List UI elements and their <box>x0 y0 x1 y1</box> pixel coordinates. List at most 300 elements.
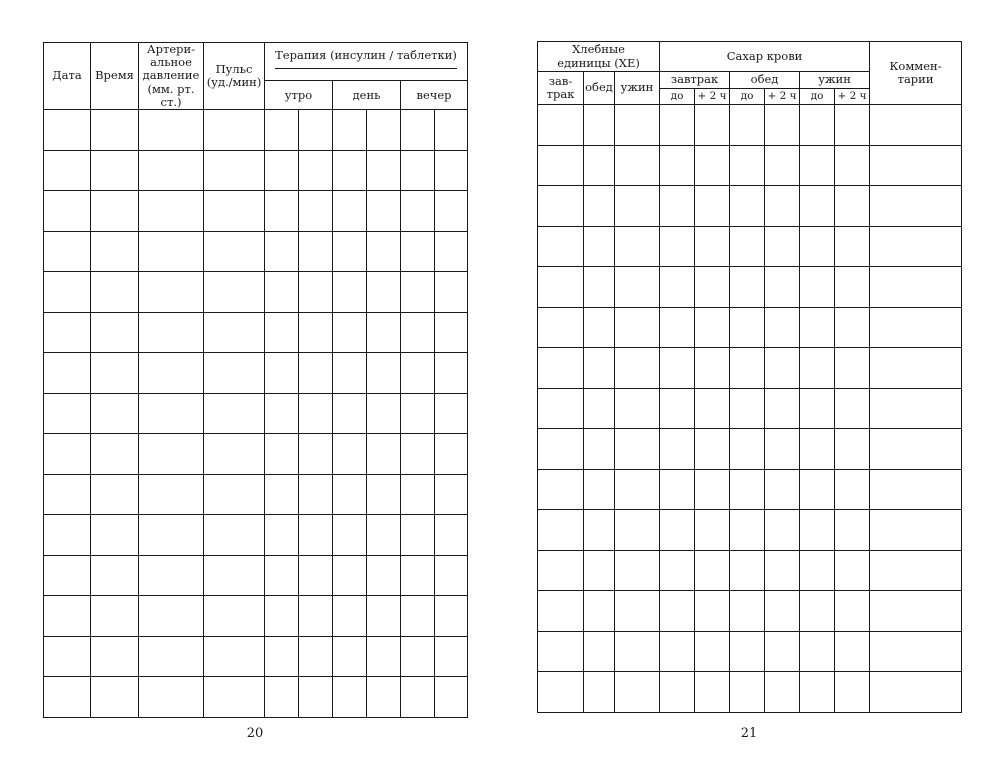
right-entry-cell[interactable] <box>835 348 870 389</box>
left-entry-cell[interactable] <box>44 474 91 515</box>
right-entry-cell[interactable] <box>870 631 962 672</box>
left-entry-cell[interactable] <box>44 677 91 718</box>
left-entry-cell[interactable] <box>139 110 204 151</box>
right-entry-cell[interactable] <box>660 388 695 429</box>
left-entry-cell[interactable] <box>333 312 367 353</box>
left-entry-cell[interactable] <box>401 353 435 394</box>
left-entry-cell[interactable] <box>91 231 139 272</box>
left-entry-cell[interactable] <box>299 555 333 596</box>
left-entry-cell[interactable] <box>299 272 333 313</box>
left-entry-cell[interactable] <box>333 272 367 313</box>
left-entry-cell[interactable] <box>204 353 265 394</box>
left-entry-cell[interactable] <box>435 312 468 353</box>
left-entry-cell[interactable] <box>265 596 299 637</box>
right-entry-cell[interactable] <box>835 267 870 308</box>
left-entry-cell[interactable] <box>333 515 367 556</box>
right-entry-cell[interactable] <box>584 267 615 308</box>
right-entry-cell[interactable] <box>765 550 800 591</box>
left-entry-cell[interactable] <box>299 596 333 637</box>
right-entry-cell[interactable] <box>660 550 695 591</box>
left-entry-cell[interactable] <box>204 515 265 556</box>
left-entry-cell[interactable] <box>204 191 265 232</box>
right-entry-cell[interactable] <box>615 510 660 551</box>
left-entry-cell[interactable] <box>299 150 333 191</box>
left-entry-cell[interactable] <box>44 191 91 232</box>
right-entry-cell[interactable] <box>615 429 660 470</box>
left-entry-cell[interactable] <box>333 636 367 677</box>
left-entry-cell[interactable] <box>265 231 299 272</box>
right-entry-cell[interactable] <box>538 550 584 591</box>
left-entry-cell[interactable] <box>367 474 401 515</box>
right-entry-cell[interactable] <box>800 550 835 591</box>
left-entry-cell[interactable] <box>139 312 204 353</box>
left-entry-cell[interactable] <box>333 191 367 232</box>
right-entry-cell[interactable] <box>584 591 615 632</box>
left-entry-cell[interactable] <box>265 110 299 151</box>
right-entry-cell[interactable] <box>538 672 584 713</box>
left-entry-cell[interactable] <box>299 434 333 475</box>
left-entry-cell[interactable] <box>401 515 435 556</box>
right-entry-cell[interactable] <box>730 348 765 389</box>
right-entry-cell[interactable] <box>835 672 870 713</box>
left-entry-cell[interactable] <box>139 596 204 637</box>
right-entry-cell[interactable] <box>870 550 962 591</box>
right-entry-cell[interactable] <box>730 388 765 429</box>
right-entry-cell[interactable] <box>584 145 615 186</box>
right-entry-cell[interactable] <box>695 591 730 632</box>
left-entry-cell[interactable] <box>435 596 468 637</box>
right-entry-cell[interactable] <box>730 145 765 186</box>
right-entry-cell[interactable] <box>584 672 615 713</box>
left-entry-cell[interactable] <box>204 677 265 718</box>
right-entry-cell[interactable] <box>870 388 962 429</box>
left-entry-cell[interactable] <box>204 555 265 596</box>
right-entry-cell[interactable] <box>835 226 870 267</box>
left-entry-cell[interactable] <box>435 555 468 596</box>
left-entry-cell[interactable] <box>367 636 401 677</box>
left-entry-cell[interactable] <box>265 353 299 394</box>
left-entry-cell[interactable] <box>299 110 333 151</box>
right-entry-cell[interactable] <box>870 267 962 308</box>
left-entry-cell[interactable] <box>401 596 435 637</box>
right-entry-cell[interactable] <box>615 307 660 348</box>
right-entry-cell[interactable] <box>538 267 584 308</box>
left-entry-cell[interactable] <box>299 636 333 677</box>
left-entry-cell[interactable] <box>44 312 91 353</box>
right-entry-cell[interactable] <box>615 591 660 632</box>
right-entry-cell[interactable] <box>695 105 730 146</box>
right-entry-cell[interactable] <box>730 307 765 348</box>
right-entry-cell[interactable] <box>538 631 584 672</box>
right-entry-cell[interactable] <box>695 145 730 186</box>
right-entry-cell[interactable] <box>835 145 870 186</box>
right-entry-cell[interactable] <box>660 348 695 389</box>
left-entry-cell[interactable] <box>91 393 139 434</box>
right-entry-cell[interactable] <box>800 348 835 389</box>
right-entry-cell[interactable] <box>800 510 835 551</box>
right-entry-cell[interactable] <box>730 429 765 470</box>
left-entry-cell[interactable] <box>401 150 435 191</box>
right-entry-cell[interactable] <box>695 307 730 348</box>
left-entry-cell[interactable] <box>367 312 401 353</box>
right-entry-cell[interactable] <box>615 469 660 510</box>
right-entry-cell[interactable] <box>800 672 835 713</box>
right-entry-cell[interactable] <box>765 226 800 267</box>
left-entry-cell[interactable] <box>139 272 204 313</box>
right-entry-cell[interactable] <box>695 226 730 267</box>
left-entry-cell[interactable] <box>401 231 435 272</box>
right-entry-cell[interactable] <box>765 348 800 389</box>
right-entry-cell[interactable] <box>660 186 695 227</box>
right-entry-cell[interactable] <box>538 307 584 348</box>
right-entry-cell[interactable] <box>870 105 962 146</box>
left-entry-cell[interactable] <box>435 353 468 394</box>
left-entry-cell[interactable] <box>204 312 265 353</box>
right-entry-cell[interactable] <box>765 105 800 146</box>
left-entry-cell[interactable] <box>91 434 139 475</box>
right-entry-cell[interactable] <box>660 510 695 551</box>
right-entry-cell[interactable] <box>695 469 730 510</box>
left-entry-cell[interactable] <box>401 272 435 313</box>
left-entry-cell[interactable] <box>435 231 468 272</box>
left-entry-cell[interactable] <box>333 353 367 394</box>
right-entry-cell[interactable] <box>695 186 730 227</box>
left-entry-cell[interactable] <box>44 272 91 313</box>
right-entry-cell[interactable] <box>835 550 870 591</box>
left-entry-cell[interactable] <box>44 596 91 637</box>
right-entry-cell[interactable] <box>800 267 835 308</box>
right-entry-cell[interactable] <box>870 429 962 470</box>
left-entry-cell[interactable] <box>265 191 299 232</box>
left-entry-cell[interactable] <box>435 110 468 151</box>
right-entry-cell[interactable] <box>800 429 835 470</box>
left-entry-cell[interactable] <box>299 312 333 353</box>
left-entry-cell[interactable] <box>435 515 468 556</box>
right-entry-cell[interactable] <box>615 672 660 713</box>
right-entry-cell[interactable] <box>584 429 615 470</box>
left-entry-cell[interactable] <box>367 434 401 475</box>
right-entry-cell[interactable] <box>765 469 800 510</box>
right-entry-cell[interactable] <box>538 388 584 429</box>
right-entry-cell[interactable] <box>660 267 695 308</box>
right-entry-cell[interactable] <box>538 510 584 551</box>
right-entry-cell[interactable] <box>584 510 615 551</box>
left-entry-cell[interactable] <box>44 353 91 394</box>
right-entry-cell[interactable] <box>870 469 962 510</box>
right-entry-cell[interactable] <box>730 267 765 308</box>
left-entry-cell[interactable] <box>299 191 333 232</box>
left-entry-cell[interactable] <box>204 434 265 475</box>
left-entry-cell[interactable] <box>91 150 139 191</box>
left-entry-cell[interactable] <box>91 191 139 232</box>
right-entry-cell[interactable] <box>615 388 660 429</box>
left-entry-cell[interactable] <box>139 231 204 272</box>
left-entry-cell[interactable] <box>333 231 367 272</box>
right-entry-cell[interactable] <box>615 267 660 308</box>
right-entry-cell[interactable] <box>730 469 765 510</box>
right-entry-cell[interactable] <box>800 186 835 227</box>
left-entry-cell[interactable] <box>367 677 401 718</box>
right-entry-cell[interactable] <box>835 591 870 632</box>
left-entry-cell[interactable] <box>44 555 91 596</box>
right-entry-cell[interactable] <box>765 145 800 186</box>
right-entry-cell[interactable] <box>538 226 584 267</box>
left-entry-cell[interactable] <box>333 596 367 637</box>
left-entry-cell[interactable] <box>435 393 468 434</box>
right-entry-cell[interactable] <box>660 105 695 146</box>
left-entry-cell[interactable] <box>367 231 401 272</box>
right-entry-cell[interactable] <box>800 469 835 510</box>
right-entry-cell[interactable] <box>835 631 870 672</box>
left-entry-cell[interactable] <box>265 150 299 191</box>
left-entry-cell[interactable] <box>299 353 333 394</box>
right-entry-cell[interactable] <box>660 429 695 470</box>
right-entry-cell[interactable] <box>870 348 962 389</box>
left-entry-cell[interactable] <box>401 312 435 353</box>
left-entry-cell[interactable] <box>139 555 204 596</box>
right-entry-cell[interactable] <box>765 672 800 713</box>
right-entry-cell[interactable] <box>800 631 835 672</box>
right-entry-cell[interactable] <box>538 591 584 632</box>
left-entry-cell[interactable] <box>265 434 299 475</box>
left-entry-cell[interactable] <box>401 393 435 434</box>
right-entry-cell[interactable] <box>870 226 962 267</box>
left-entry-cell[interactable] <box>435 272 468 313</box>
right-entry-cell[interactable] <box>660 631 695 672</box>
right-entry-cell[interactable] <box>538 348 584 389</box>
left-entry-cell[interactable] <box>435 150 468 191</box>
right-entry-cell[interactable] <box>765 591 800 632</box>
left-entry-cell[interactable] <box>44 636 91 677</box>
right-entry-cell[interactable] <box>730 105 765 146</box>
right-entry-cell[interactable] <box>765 510 800 551</box>
left-entry-cell[interactable] <box>139 353 204 394</box>
left-entry-cell[interactable] <box>44 110 91 151</box>
right-entry-cell[interactable] <box>538 105 584 146</box>
right-entry-cell[interactable] <box>870 186 962 227</box>
right-entry-cell[interactable] <box>765 388 800 429</box>
right-entry-cell[interactable] <box>730 672 765 713</box>
right-entry-cell[interactable] <box>835 105 870 146</box>
left-entry-cell[interactable] <box>265 393 299 434</box>
right-entry-cell[interactable] <box>730 186 765 227</box>
right-entry-cell[interactable] <box>730 510 765 551</box>
left-entry-cell[interactable] <box>299 231 333 272</box>
left-entry-cell[interactable] <box>401 110 435 151</box>
right-entry-cell[interactable] <box>835 510 870 551</box>
left-entry-cell[interactable] <box>204 150 265 191</box>
right-entry-cell[interactable] <box>584 307 615 348</box>
right-entry-cell[interactable] <box>584 388 615 429</box>
left-entry-cell[interactable] <box>333 434 367 475</box>
left-entry-cell[interactable] <box>265 474 299 515</box>
right-entry-cell[interactable] <box>584 469 615 510</box>
right-entry-cell[interactable] <box>660 145 695 186</box>
left-entry-cell[interactable] <box>401 677 435 718</box>
right-entry-cell[interactable] <box>695 348 730 389</box>
right-entry-cell[interactable] <box>695 631 730 672</box>
left-entry-cell[interactable] <box>91 272 139 313</box>
right-entry-cell[interactable] <box>800 145 835 186</box>
left-entry-cell[interactable] <box>367 272 401 313</box>
left-entry-cell[interactable] <box>333 110 367 151</box>
left-entry-cell[interactable] <box>299 474 333 515</box>
left-entry-cell[interactable] <box>367 150 401 191</box>
left-entry-cell[interactable] <box>435 434 468 475</box>
left-entry-cell[interactable] <box>139 393 204 434</box>
right-entry-cell[interactable] <box>800 226 835 267</box>
left-entry-cell[interactable] <box>265 515 299 556</box>
right-entry-cell[interactable] <box>870 672 962 713</box>
left-entry-cell[interactable] <box>401 191 435 232</box>
left-entry-cell[interactable] <box>265 636 299 677</box>
right-entry-cell[interactable] <box>660 672 695 713</box>
left-entry-cell[interactable] <box>435 636 468 677</box>
right-entry-cell[interactable] <box>615 145 660 186</box>
right-entry-cell[interactable] <box>695 267 730 308</box>
right-entry-cell[interactable] <box>584 105 615 146</box>
left-entry-cell[interactable] <box>91 312 139 353</box>
right-entry-cell[interactable] <box>615 186 660 227</box>
left-entry-cell[interactable] <box>204 231 265 272</box>
right-entry-cell[interactable] <box>870 307 962 348</box>
left-entry-cell[interactable] <box>401 636 435 677</box>
left-entry-cell[interactable] <box>91 353 139 394</box>
left-entry-cell[interactable] <box>367 110 401 151</box>
right-entry-cell[interactable] <box>615 348 660 389</box>
right-entry-cell[interactable] <box>835 307 870 348</box>
right-entry-cell[interactable] <box>660 307 695 348</box>
right-entry-cell[interactable] <box>538 186 584 227</box>
left-entry-cell[interactable] <box>91 555 139 596</box>
right-entry-cell[interactable] <box>835 388 870 429</box>
left-entry-cell[interactable] <box>91 596 139 637</box>
left-entry-cell[interactable] <box>204 596 265 637</box>
right-entry-cell[interactable] <box>695 429 730 470</box>
right-entry-cell[interactable] <box>584 186 615 227</box>
right-entry-cell[interactable] <box>765 631 800 672</box>
left-entry-cell[interactable] <box>204 474 265 515</box>
right-entry-cell[interactable] <box>870 145 962 186</box>
left-entry-cell[interactable] <box>265 677 299 718</box>
right-entry-cell[interactable] <box>538 469 584 510</box>
right-entry-cell[interactable] <box>695 672 730 713</box>
left-entry-cell[interactable] <box>435 677 468 718</box>
left-entry-cell[interactable] <box>435 474 468 515</box>
right-entry-cell[interactable] <box>695 550 730 591</box>
left-entry-cell[interactable] <box>139 636 204 677</box>
left-entry-cell[interactable] <box>204 272 265 313</box>
right-entry-cell[interactable] <box>615 226 660 267</box>
left-entry-cell[interactable] <box>91 515 139 556</box>
left-entry-cell[interactable] <box>91 636 139 677</box>
left-entry-cell[interactable] <box>204 110 265 151</box>
left-entry-cell[interactable] <box>139 474 204 515</box>
right-entry-cell[interactable] <box>538 429 584 470</box>
right-entry-cell[interactable] <box>584 550 615 591</box>
left-entry-cell[interactable] <box>44 393 91 434</box>
right-entry-cell[interactable] <box>615 105 660 146</box>
right-entry-cell[interactable] <box>730 226 765 267</box>
right-entry-cell[interactable] <box>730 631 765 672</box>
left-entry-cell[interactable] <box>333 393 367 434</box>
right-entry-cell[interactable] <box>660 469 695 510</box>
left-entry-cell[interactable] <box>333 474 367 515</box>
left-entry-cell[interactable] <box>367 515 401 556</box>
left-entry-cell[interactable] <box>333 677 367 718</box>
left-entry-cell[interactable] <box>299 677 333 718</box>
right-entry-cell[interactable] <box>835 429 870 470</box>
left-entry-cell[interactable] <box>333 150 367 191</box>
right-entry-cell[interactable] <box>584 631 615 672</box>
right-entry-cell[interactable] <box>730 591 765 632</box>
right-entry-cell[interactable] <box>765 267 800 308</box>
right-entry-cell[interactable] <box>584 226 615 267</box>
right-entry-cell[interactable] <box>800 591 835 632</box>
left-entry-cell[interactable] <box>44 434 91 475</box>
right-entry-cell[interactable] <box>538 145 584 186</box>
right-entry-cell[interactable] <box>765 186 800 227</box>
right-entry-cell[interactable] <box>660 591 695 632</box>
right-entry-cell[interactable] <box>660 226 695 267</box>
left-entry-cell[interactable] <box>367 596 401 637</box>
left-entry-cell[interactable] <box>44 231 91 272</box>
left-entry-cell[interactable] <box>367 393 401 434</box>
left-entry-cell[interactable] <box>91 677 139 718</box>
right-entry-cell[interactable] <box>765 429 800 470</box>
left-entry-cell[interactable] <box>401 434 435 475</box>
left-entry-cell[interactable] <box>91 474 139 515</box>
left-entry-cell[interactable] <box>367 191 401 232</box>
left-entry-cell[interactable] <box>44 515 91 556</box>
left-entry-cell[interactable] <box>299 393 333 434</box>
right-entry-cell[interactable] <box>615 631 660 672</box>
left-entry-cell[interactable] <box>401 474 435 515</box>
left-entry-cell[interactable] <box>139 515 204 556</box>
left-entry-cell[interactable] <box>204 636 265 677</box>
right-entry-cell[interactable] <box>615 550 660 591</box>
left-entry-cell[interactable] <box>367 555 401 596</box>
right-entry-cell[interactable] <box>835 469 870 510</box>
right-entry-cell[interactable] <box>835 186 870 227</box>
left-entry-cell[interactable] <box>265 312 299 353</box>
right-entry-cell[interactable] <box>765 307 800 348</box>
left-entry-cell[interactable] <box>333 555 367 596</box>
left-entry-cell[interactable] <box>401 555 435 596</box>
right-entry-cell[interactable] <box>870 510 962 551</box>
left-entry-cell[interactable] <box>299 515 333 556</box>
left-entry-cell[interactable] <box>139 434 204 475</box>
left-entry-cell[interactable] <box>44 150 91 191</box>
left-entry-cell[interactable] <box>204 393 265 434</box>
left-entry-cell[interactable] <box>139 677 204 718</box>
right-entry-cell[interactable] <box>695 510 730 551</box>
left-entry-cell[interactable] <box>139 191 204 232</box>
right-entry-cell[interactable] <box>800 307 835 348</box>
left-entry-cell[interactable] <box>435 191 468 232</box>
left-entry-cell[interactable] <box>367 353 401 394</box>
right-entry-cell[interactable] <box>800 388 835 429</box>
left-entry-cell[interactable] <box>91 110 139 151</box>
right-entry-cell[interactable] <box>730 550 765 591</box>
left-entry-cell[interactable] <box>265 272 299 313</box>
left-entry-cell[interactable] <box>265 555 299 596</box>
right-entry-cell[interactable] <box>695 388 730 429</box>
right-entry-cell[interactable] <box>870 591 962 632</box>
left-entry-cell[interactable] <box>139 150 204 191</box>
right-entry-cell[interactable] <box>584 348 615 389</box>
right-entry-cell[interactable] <box>800 105 835 146</box>
